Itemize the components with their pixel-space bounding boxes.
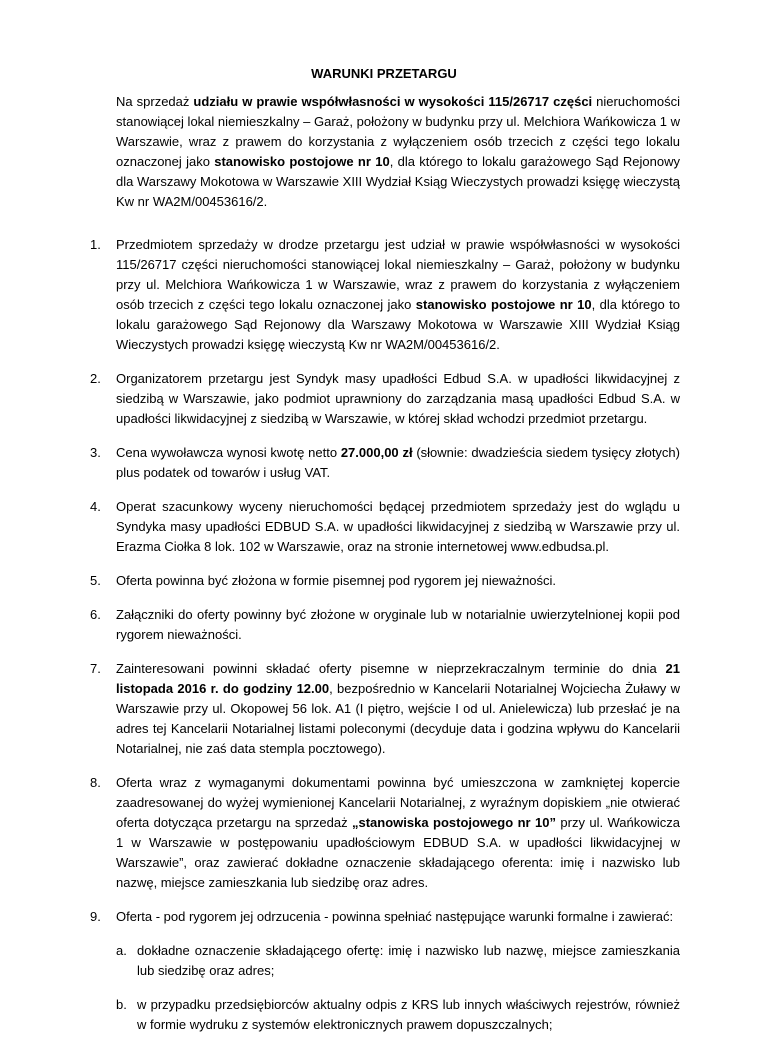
conditions-list [0,235,768,1049]
list-item-bold-part: 21 listopada 2016 r. do godziny 12.00 [116,661,680,696]
list-item-bold-part: stanowisko postojowe nr 10 [415,297,592,312]
list-item [0,571,768,591]
list-item-number: 2. [90,371,101,386]
list-item [0,605,768,645]
list-item [0,497,768,557]
list-item-number: 1. [90,237,101,252]
list-item [0,235,768,355]
sub-list-item-letter: a. [116,943,127,958]
list-item-text-part: (słownie: dwadzieścia siedem tysięcy złotych) plus podatek od towarów i usług VAT. [116,445,680,480]
intro-bold-share: udziału w prawie współwłasności w wysokości 115/26717 części [193,94,593,109]
list-item-text-part: , dla którego to lokalu garażowego Sąd Rejonowy dla Warszawy Mokotowa w Warszawie XIII Wydział Ksiąg Wieczystych prowadzi księgę wieczystą Kw nr WA2M/00453616/2. [116,297,680,352]
list-item [0,907,768,1035]
list-item-text [116,235,680,355]
list-item-number: 4. [90,499,101,514]
intro-paragraph [116,92,680,212]
list-item-number: 7. [90,661,101,676]
list-item-number: 6. [90,607,101,622]
intro-text-2: nieruchomości stanowiącej lokal niemieszkalny – Garaż, położony w budynku przy ul. Melchiora Wańkowicza 1 w Warszawie, wraz z prawem do korzystania z wyłączeniem osób trzecich z części tego lokalu oznaczonej jako [116,94,680,169]
list-item-bold-part: 27.000,00 zł [340,445,413,460]
list-item-text [116,659,680,759]
intro-text-3: , dla którego to lokalu garażowego Sąd Rejonowy dla Warszawy Mokotowa w Warszawie XIII Wydział Ksiąg Wieczystych prowadzi księgę wieczystą Kw nr WA2M/00453616/2. [116,154,680,209]
intro-text-1: Na sprzedaż [116,94,194,109]
list-item-text [116,571,680,591]
list-item [0,773,768,893]
sub-list-item-letter: b. [116,997,127,1012]
list-item-text-part: Operat szacunkowy wyceny nieruchomości będącej przedmiotem sprzedaży jest do wglądu u Syndyka masy upadłości EDBUD S.A. w upadłości likwidacyjnej z siedzibą w Warszawie przy ul. Erazma Ciołka 8 lok. 102 w Warszawie, oraz na stronie internetowej www.edbudsa.pl. [116,499,680,554]
list-item-text [116,773,680,893]
list-item [0,443,768,483]
list-item-text [116,443,680,483]
list-item-text [116,497,680,557]
sub-list [0,941,768,1035]
document-title: WARUNKI PRZETARGU [311,66,457,81]
list-item-text-part: , bezpośrednio w Kancelarii Notarialnej Wojciecha Żuławy w Warszawie przy ul. Okopowej 56 lok. A1 (I piętro, wejście I od ul. Anielewicza) lub przesłać je na adres tej Kancelarii Notarialnej listami poleconymi (decyduje data i godzina wpływu do Kancelarii Notarialnej, nie zaś data stempla pocztowego). [116,681,680,756]
list-item-text [116,369,680,429]
list-item-text-part: Przedmiotem sprzedaży w drodze przetargu jest udział w prawie współwłasności w wysokości 115/26717 części nieruchomości stanowiącej lokal niemieszkalny – Garaż, położony w budynku przy ul. Melchiora Wańkowicza 1 w Warszawie, wraz z prawem do korzystania z wyłączeniem osób trzecich z części tego lokalu oznaczonej jako [116,237,680,312]
sub-list-item [0,941,768,981]
list-item-text-part: Oferta - pod rygorem jej odrzucenia - powinna spełniać następujące warunki formalne i zawierać: [116,909,674,924]
list-item-text-part: Oferta powinna być złożona w formie pisemnej pod rygorem jej nieważności. [116,573,557,588]
sub-list-item-text: w przypadku przedsiębiorców aktualny odpis z KRS lub innych właściwych rejestrów, również w formie wydruku z systemów elektronicznych prawem dopuszczalnych; [137,997,680,1032]
list-item-bold-part: „stanowiska postojowego nr 10” [352,815,556,830]
sub-list-item-text: dokładne oznaczenie składającego ofertę: imię i nazwisko lub nazwę, miejsce zamieszkania lub siedzibę oraz adres; [137,943,680,978]
list-item-text [116,907,680,927]
list-item-text-part: przy ul. Wańkowicza 1 w Warszawie w postępowaniu upadłościowym EDBUD S.A. w upadłości likwidacyjnej w Warszawie”, oraz zawierać dokładne oznaczenie składającego oferenta: imię i nazwisko lub nazwę, miejsce zamieszkania lub siedzibę oraz adres. [116,815,680,890]
list-item-text-part: Cena wywoławcza wynosi kwotę netto [116,445,341,460]
list-item-text-part: Oferta wraz z wymaganymi dokumentami powinna być umieszczona w zamkniętej kopercie zaadresowanej do wyżej wymienionej Kancelarii Notarialnej, z wyraźnym dopiskiem „nie otwierać oferta dotycząca przetargu na sprzedaż [116,775,680,830]
intro-bold-parking-spot: stanowisko postojowe nr 10 [214,154,390,169]
list-item [0,659,768,759]
list-item-text-part: Załączniki do oferty powinny być złożone w oryginale lub w notarialnie uwierzytelnionej kopii pod rygorem nieważności. [116,607,680,642]
sub-list-item [0,995,768,1035]
list-item-number: 8. [90,775,101,790]
list-item-text-part: Organizatorem przetargu jest Syndyk masy upadłości Edbud S.A. w upadłości likwidacyjnej z siedzibą w Warszawie, jako podmiot uprawniony do zarządzania masą upadłości Edbud S.A. w upadłości likwidacyjnej z siedzibą w Warszawie, w której skład wchodzi przedmiot przetargu. [116,371,680,426]
list-item [0,369,768,429]
list-item-number: 9. [90,909,101,924]
list-item-number: 5. [90,573,101,588]
list-item-text [116,605,680,645]
list-item-number: 3. [90,445,101,460]
list-item-text-part: Zainteresowani powinni składać oferty pisemne w nieprzekraczalnym terminie do dnia [116,661,666,676]
